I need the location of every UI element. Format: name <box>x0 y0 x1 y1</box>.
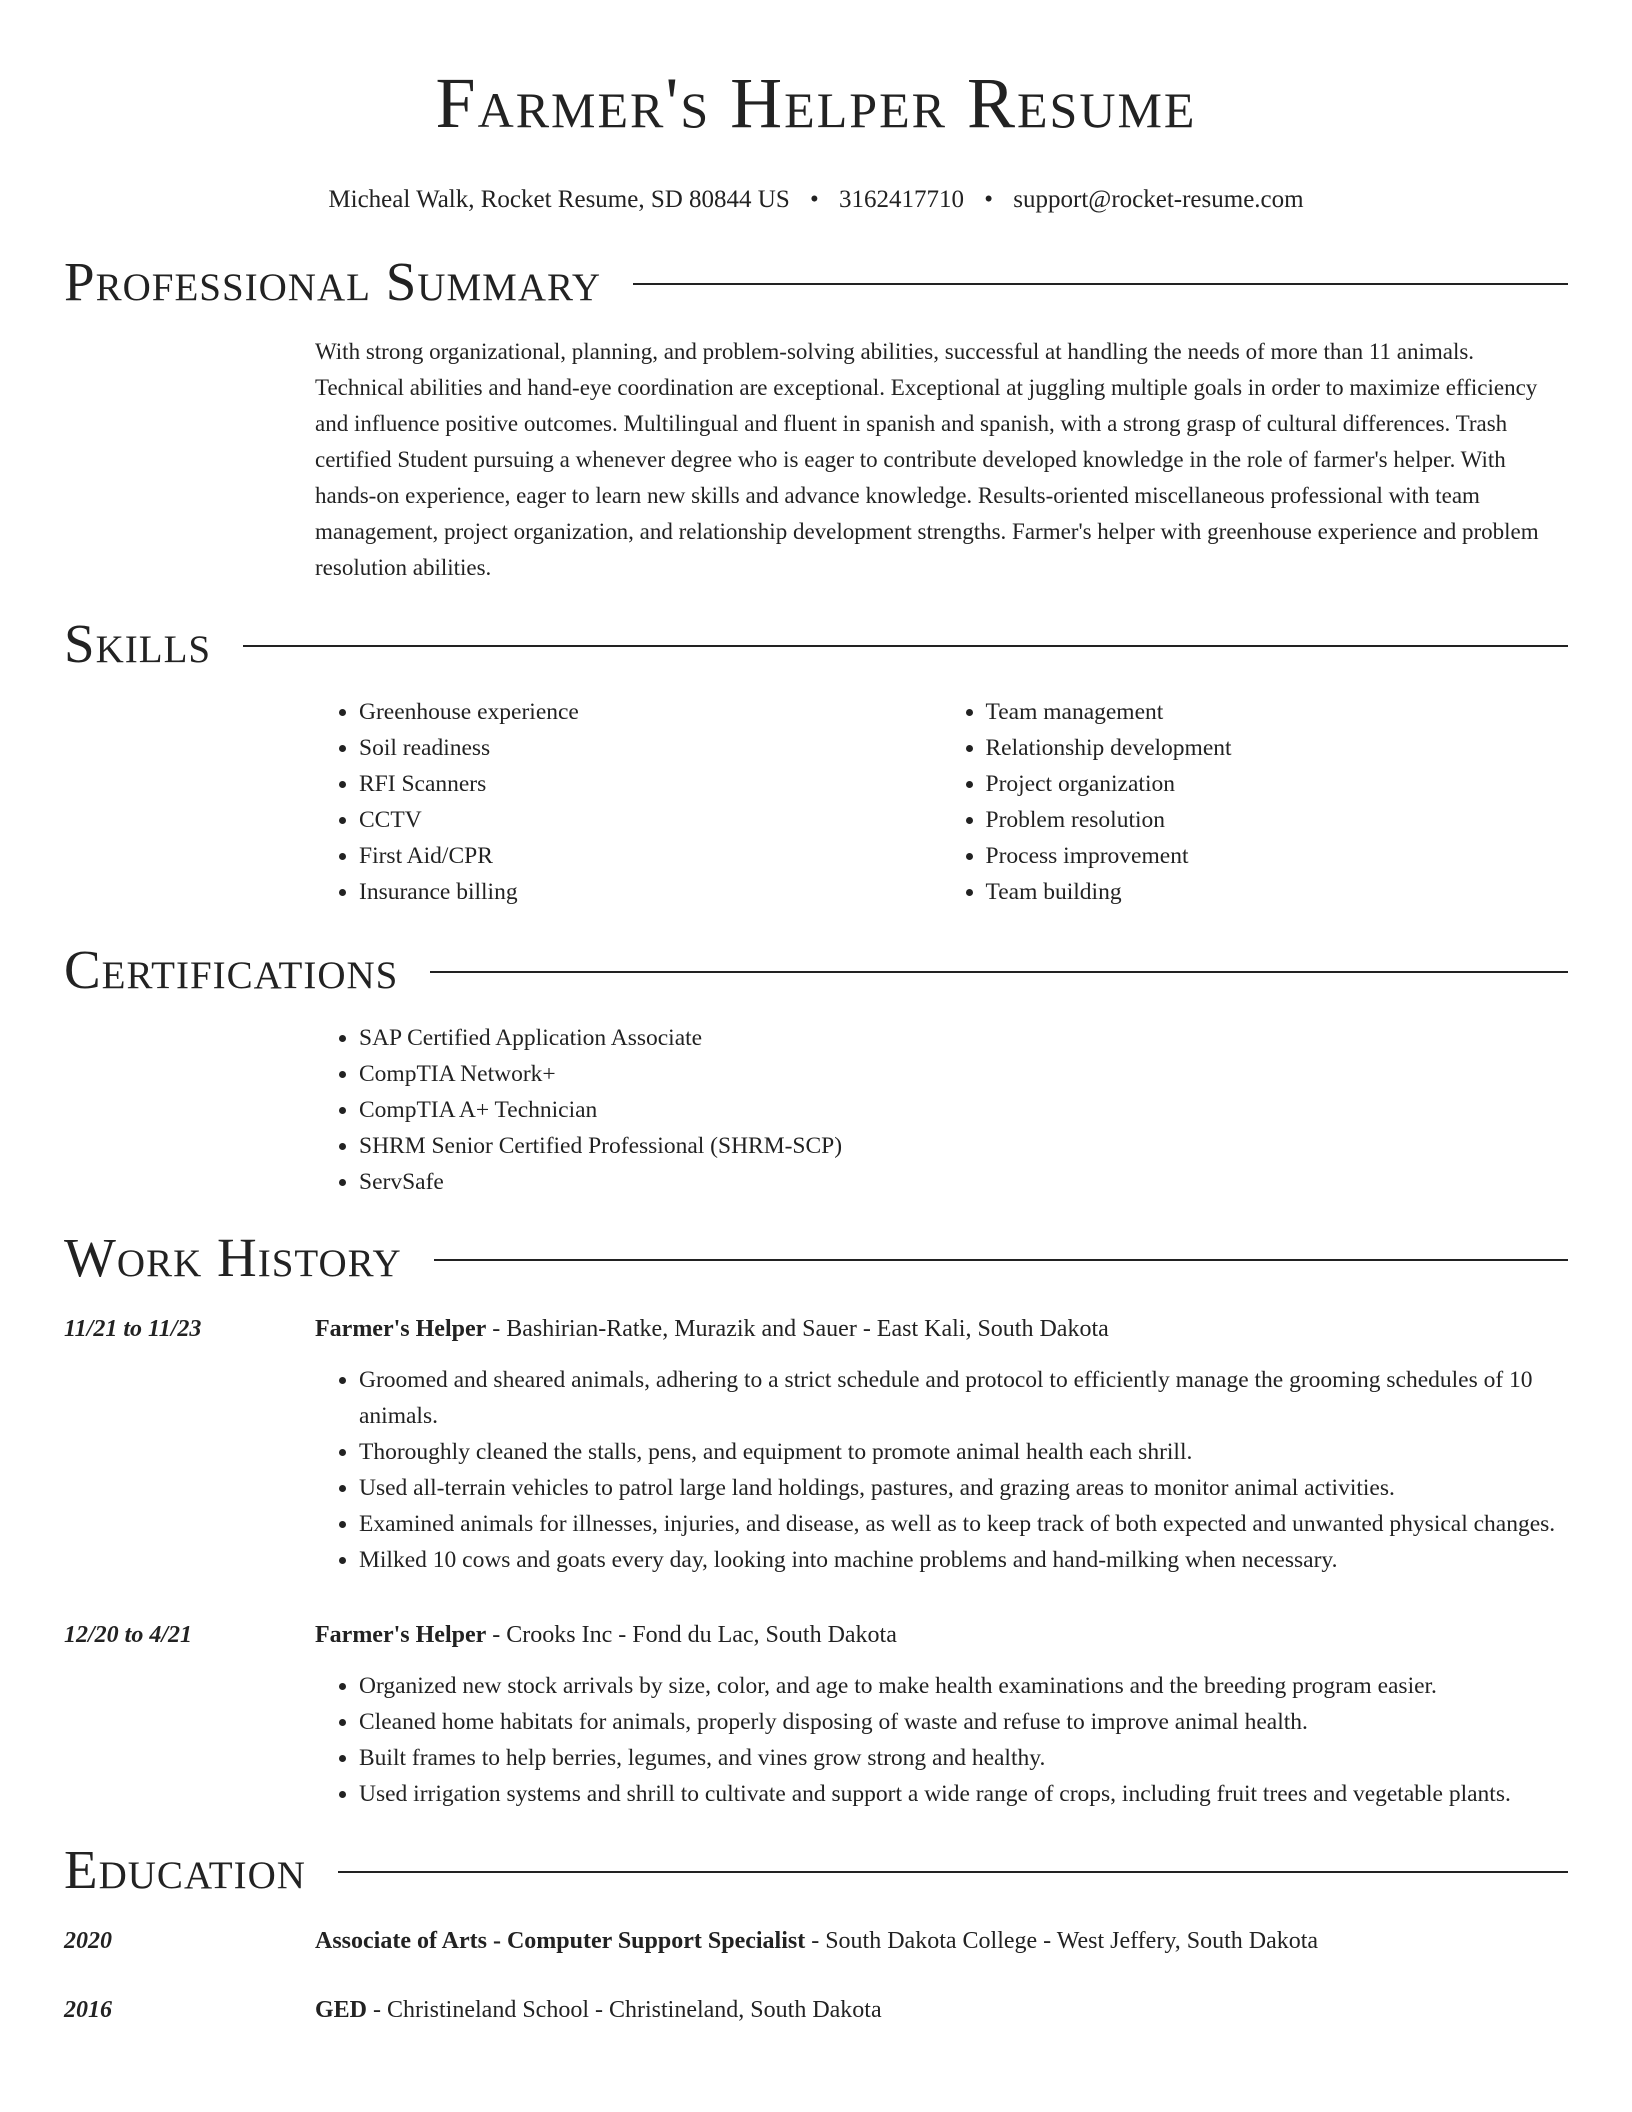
skill-item: • Project organization <box>986 766 1569 802</box>
contact-phone: 3162417710 <box>839 186 965 213</box>
job-bullets <box>315 1362 1568 1578</box>
job-bullet: • Used all-terrain vehicles to patrol large land holdings, pastures, and grazing areas to monitor animal activities. <box>359 1470 1568 1506</box>
work-heading: Work History <box>64 1227 402 1288</box>
education-section-header <box>64 1838 1568 1902</box>
section-divider <box>633 283 1568 285</box>
job-entry <box>64 1312 1568 1578</box>
education-degree: GED <box>315 1997 368 2023</box>
skill-item: • Team management <box>986 694 1569 730</box>
education-year: 2020 <box>64 1928 112 1954</box>
skill-item: • Problem resolution <box>986 802 1569 838</box>
contact-address: Micheal Walk, Rocket Resume, SD 80844 US <box>328 186 790 213</box>
summary-text: With strong organizational, planning, and problem-solving abilities, successful at handling the needs of more than 11 animals. Technical abilities and hand-eye coordination are exceptional. Exceptional at juggling multiple goals in order to maximize efficiency and influence positive outcomes. Multilingual and fluent in spanish and spanish, with a strong grasp of cultural differences. Trash certified Student pursuing a whenever degree who is eager to contribute developed knowledge in the role of farmer's helper. With hands-on experience, eager to learn new skills and advance knowledge. Results-oriented miscellaneous professional with team management, project organization, and relationship development strengths. Farmer's helper with greenhouse experience and problem resolution abilities. <box>315 339 1539 580</box>
education-header <box>315 1993 882 2027</box>
separator-dot: • <box>810 186 819 213</box>
job-dates: 11/21 to 11/23 <box>64 1316 202 1342</box>
skill-item: • CCTV <box>359 802 942 838</box>
skills-list <box>315 694 1568 910</box>
contact-line <box>64 184 1568 216</box>
certifications-heading: Certifications <box>64 939 399 1000</box>
education-heading: Education <box>64 1839 306 1900</box>
job-bullet: • Groomed and sheared animals, adhering to a strict schedule and protocol to efficiently manage the grooming schedules of 10 animals. <box>359 1362 1568 1434</box>
skills-column-right <box>942 694 1569 910</box>
section-divider <box>430 971 1568 973</box>
job-body <box>315 1618 1568 1812</box>
skill-item: • Process improvement <box>986 838 1569 874</box>
certification-item: • CompTIA A+ Technician <box>359 1092 1568 1128</box>
skill-item: • Team building <box>986 874 1569 910</box>
job-employer: - Crooks Inc - Fond du Lac, South Dakota <box>486 1622 897 1648</box>
education-school: - South Dakota College - West Jeffery, South Dakota <box>805 1928 1319 1954</box>
certification-item: • CompTIA Network+ <box>359 1056 1568 1092</box>
page-title: Farmer's Helper Resume <box>435 63 1197 143</box>
skill-item: • RFI Scanners <box>359 766 942 802</box>
skills-heading: Skills <box>64 613 212 674</box>
job-body <box>315 1312 1568 1578</box>
certification-item: • SHRM Senior Certified Professional (SHRM-SCP) <box>359 1128 1568 1164</box>
summary-heading: Professional Summary <box>64 251 602 312</box>
skill-item: • Greenhouse experience <box>359 694 942 730</box>
certifications-section-header <box>64 938 1568 1002</box>
job-dates: 12/20 to 4/21 <box>64 1622 193 1648</box>
job-entry <box>64 1618 1568 1812</box>
job-title: Farmer's Helper <box>315 1316 487 1342</box>
job-bullets <box>315 1668 1568 1812</box>
section-divider <box>243 645 1568 647</box>
skills-column-left <box>315 694 942 910</box>
job-header <box>315 1618 1568 1652</box>
job-header <box>315 1312 1568 1346</box>
certifications-list <box>315 1020 1568 1200</box>
job-bullet: • Built frames to help berries, legumes, and vines grow strong and healthy. <box>359 1740 1568 1776</box>
job-bullet: • Used irrigation systems and shrill to cultivate and support a wide range of crops, including fruit trees and vegetable plants. <box>359 1776 1568 1812</box>
section-divider <box>434 1259 1568 1261</box>
contact-email: support@rocket-resume.com <box>1013 186 1304 213</box>
work-section-header <box>64 1226 1568 1290</box>
education-header <box>315 1924 1318 1958</box>
education-entry <box>64 1924 1568 1958</box>
section-divider <box>338 1871 1568 1873</box>
skill-item: • Relationship development <box>986 730 1569 766</box>
certification-item: • ServSafe <box>359 1164 1568 1200</box>
job-employer: - Bashirian-Ratke, Murazik and Sauer - East Kali, South Dakota <box>486 1316 1109 1342</box>
separator-dot: • <box>984 186 994 213</box>
skill-item: • Insurance billing <box>359 874 942 910</box>
certification-item: • SAP Certified Application Associate <box>359 1020 1568 1056</box>
job-bullet: • Milked 10 cows and goats every day, looking into machine problems and hand-milking when necessary. <box>359 1542 1568 1578</box>
job-bullet: • Examined animals for illnesses, injuries, and disease, as well as to keep track of both expected and unwanted physical changes. <box>359 1506 1568 1542</box>
job-title: Farmer's Helper <box>315 1622 487 1648</box>
education-year: 2016 <box>64 1997 112 2023</box>
skill-item: • Soil readiness <box>359 730 942 766</box>
certifications-bullets <box>315 1020 1568 1200</box>
job-bullet: • Organized new stock arrivals by size, color, and age to make health examinations and the breeding program easier. <box>359 1668 1568 1704</box>
education-school: - Christineland School - Christineland, South Dakota <box>367 1997 882 2023</box>
job-bullet: • Cleaned home habitats for animals, properly disposing of waste and refuse to improve animal health. <box>359 1704 1568 1740</box>
job-bullet: • Thoroughly cleaned the stalls, pens, and equipment to promote animal health each shrill. <box>359 1434 1568 1470</box>
education-degree: Associate of Arts - Computer Support Specialist <box>315 1928 806 1954</box>
summary-section-header <box>64 250 1568 314</box>
education-entry <box>64 1993 1568 2027</box>
skills-section-header <box>64 612 1568 676</box>
skill-item: • First Aid/CPR <box>359 838 942 874</box>
